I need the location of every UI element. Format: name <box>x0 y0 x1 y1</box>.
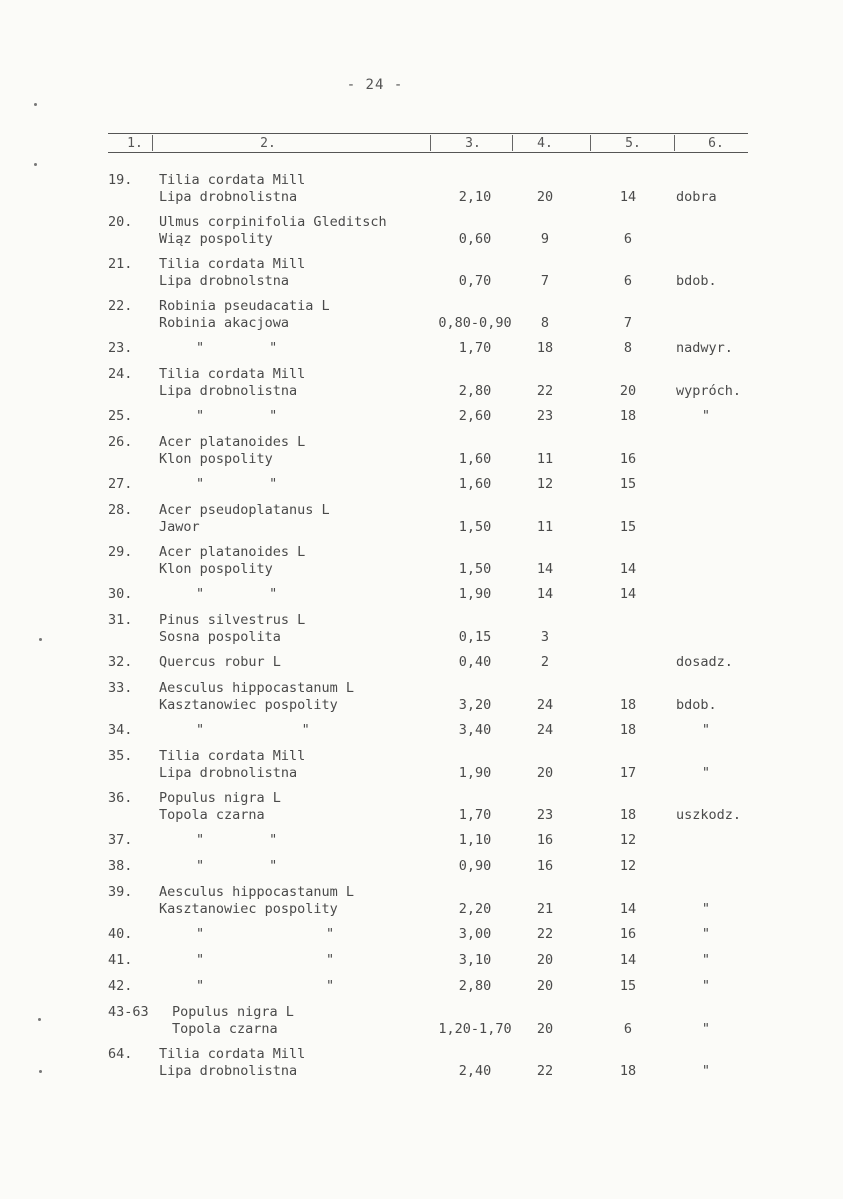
header-col-4: 4. <box>537 136 553 151</box>
row-number: 20. <box>108 214 133 230</box>
row-number: 33. <box>108 680 133 696</box>
condition-value: " <box>701 901 711 917</box>
crown-value: 12 <box>619 858 637 874</box>
header-divider <box>430 135 431 151</box>
margin-mark <box>34 163 37 166</box>
species-polish: Topola czarna <box>172 1021 278 1037</box>
species-polish: Kasztanowiec pospolity <box>159 697 338 713</box>
species-latin: Populus nigra L <box>159 790 281 806</box>
species-latin: " " <box>196 926 335 942</box>
diameter-value: 2,60 <box>458 408 492 424</box>
header-divider <box>674 135 675 151</box>
diameter-value: 0,60 <box>458 231 492 247</box>
height-value: 20 <box>536 952 554 968</box>
diameter-value: 2,20 <box>458 901 492 917</box>
condition-value: " <box>701 926 711 942</box>
diameter-value: 1,10 <box>458 832 492 848</box>
diameter-value: 2,80 <box>458 383 492 399</box>
species-latin: Acer platanoides L <box>159 544 306 560</box>
height-value: 12 <box>536 476 554 492</box>
row-number: 31. <box>108 612 133 628</box>
crown-value: 14 <box>619 901 637 917</box>
species-polish: Sosna pospolita <box>159 629 281 645</box>
condition-value: " <box>701 952 711 968</box>
diameter-value: 0,15 <box>458 629 492 645</box>
condition-value: " <box>701 1021 711 1037</box>
row-number: 21. <box>108 256 133 272</box>
diameter-value: 3,00 <box>458 926 492 942</box>
crown-value: 18 <box>619 807 637 823</box>
species-latin: Aesculus hippocastanum L <box>159 680 355 696</box>
height-value: 3 <box>540 629 550 645</box>
row-number: 23. <box>108 340 133 356</box>
species-polish: Lipa drobnolstna <box>159 273 290 289</box>
header-divider <box>152 135 153 151</box>
condition-value: dosadz. <box>676 654 733 670</box>
height-value: 11 <box>536 519 554 535</box>
crown-value: 8 <box>623 340 633 356</box>
height-value: 21 <box>536 901 554 917</box>
species-polish: Kasztanowiec pospolity <box>159 901 338 917</box>
row-number: 39. <box>108 884 133 900</box>
height-value: 11 <box>536 451 554 467</box>
row-number: 41. <box>108 952 133 968</box>
row-number: 32. <box>108 654 133 670</box>
height-value: 23 <box>536 408 554 424</box>
species-latin: " " <box>196 952 335 968</box>
crown-value: 14 <box>619 952 637 968</box>
condition-value: dobra <box>676 189 717 205</box>
crown-value: 17 <box>619 765 637 781</box>
row-number: 28. <box>108 502 133 518</box>
diameter-value: 1,60 <box>458 476 492 492</box>
condition-value: uszkodz. <box>676 807 742 823</box>
height-value: 23 <box>536 807 554 823</box>
species-latin: " " <box>196 722 310 738</box>
diameter-value: 3,20 <box>458 697 492 713</box>
species-polish: Lipa drobnolistna <box>159 189 298 205</box>
species-latin: " " <box>196 832 278 848</box>
condition-value: bdob. <box>676 697 717 713</box>
margin-mark <box>39 1070 42 1073</box>
crown-value: 16 <box>619 451 637 467</box>
header-col-1: 1. <box>127 136 143 151</box>
species-latin: " " <box>196 476 278 492</box>
crown-value: 15 <box>619 978 637 994</box>
header-col-6: 6. <box>708 136 724 151</box>
height-value: 22 <box>536 383 554 399</box>
table-header <box>108 133 748 153</box>
condition-value: " <box>701 722 711 738</box>
crown-value: 16 <box>619 926 637 942</box>
header-bottom-rule <box>108 152 748 153</box>
crown-value: 15 <box>619 519 637 535</box>
condition-value: bdob. <box>676 273 717 289</box>
species-latin: Pinus silvestrus L <box>159 612 306 628</box>
page-number: - 24 - <box>346 77 404 93</box>
row-number: 24. <box>108 366 133 382</box>
crown-value: 7 <box>623 315 633 331</box>
condition-value: " <box>701 408 711 424</box>
species-latin: Aesculus hippocastanum L <box>159 884 355 900</box>
crown-value: 15 <box>619 476 637 492</box>
species-latin: Tilia cordata Mill <box>159 172 306 188</box>
condition-value: " <box>701 978 711 994</box>
row-number: 40. <box>108 926 133 942</box>
row-number: 37. <box>108 832 133 848</box>
species-latin: " " <box>196 340 278 356</box>
diameter-value: 0,90 <box>458 858 492 874</box>
header-col-2: 2. <box>260 136 276 151</box>
row-number: 34. <box>108 722 133 738</box>
crown-value: 18 <box>619 722 637 738</box>
height-value: 16 <box>536 858 554 874</box>
height-value: 20 <box>536 189 554 205</box>
crown-value: 18 <box>619 1063 637 1079</box>
condition-value: " <box>701 1063 711 1079</box>
header-col-3: 3. <box>465 136 481 151</box>
header-divider <box>590 135 591 151</box>
species-polish: Lipa drobnolistna <box>159 383 298 399</box>
row-number: 29. <box>108 544 133 560</box>
margin-mark <box>39 638 42 641</box>
species-latin: " " <box>196 978 335 994</box>
species-latin: Quercus robur L <box>159 654 281 670</box>
species-latin: Acer pseudoplatanus L <box>159 502 330 518</box>
diameter-value: 0,40 <box>458 654 492 670</box>
species-latin: " " <box>196 408 278 424</box>
height-value: 20 <box>536 978 554 994</box>
crown-value: 14 <box>619 586 637 602</box>
row-number: 64. <box>108 1046 133 1062</box>
diameter-value: 3,10 <box>458 952 492 968</box>
species-latin: Acer platanoides L <box>159 434 306 450</box>
height-value: 22 <box>536 926 554 942</box>
height-value: 24 <box>536 697 554 713</box>
species-latin: Tilia cordata Mill <box>159 366 306 382</box>
species-latin: " " <box>196 858 278 874</box>
diameter-value: 1,60 <box>458 451 492 467</box>
row-number: 30. <box>108 586 133 602</box>
crown-value: 18 <box>619 408 637 424</box>
species-latin: Tilia cordata Mill <box>159 256 306 272</box>
diameter-value: 1,90 <box>458 765 492 781</box>
height-value: 18 <box>536 340 554 356</box>
crown-value: 6 <box>623 273 633 289</box>
species-latin: Robinia pseudacatia L <box>159 298 330 314</box>
crown-value: 14 <box>619 189 637 205</box>
crown-value: 12 <box>619 832 637 848</box>
height-value: 24 <box>536 722 554 738</box>
height-value: 2 <box>540 654 550 670</box>
species-latin: " " <box>196 586 278 602</box>
height-value: 14 <box>536 561 554 577</box>
height-value: 20 <box>536 765 554 781</box>
species-polish: Klon pospolity <box>159 451 273 467</box>
condition-value: nadwyr. <box>676 340 733 356</box>
row-number: 19. <box>108 172 133 188</box>
height-value: 7 <box>540 273 550 289</box>
height-value: 16 <box>536 832 554 848</box>
crown-value: 18 <box>619 697 637 713</box>
species-polish: Jawor <box>159 519 200 535</box>
species-latin: Tilia cordata Mill <box>159 1046 306 1062</box>
row-number: 35. <box>108 748 133 764</box>
diameter-value: 1,90 <box>458 586 492 602</box>
diameter-value: 0,70 <box>458 273 492 289</box>
height-value: 22 <box>536 1063 554 1079</box>
species-polish: Topola czarna <box>159 807 265 823</box>
margin-mark <box>34 103 37 106</box>
height-value: 9 <box>540 231 550 247</box>
row-number: 26. <box>108 434 133 450</box>
species-latin: Ulmus corpinifolia Gleditsch <box>159 214 387 230</box>
species-polish: Lipa drobnolistna <box>159 1063 298 1079</box>
height-value: 8 <box>540 315 550 331</box>
crown-value: 6 <box>623 1021 633 1037</box>
header-divider <box>512 135 513 151</box>
diameter-value: 1,50 <box>458 561 492 577</box>
diameter-value: 0,80-0,90 <box>438 315 512 331</box>
height-value: 14 <box>536 586 554 602</box>
species-polish: Robinia akacjowa <box>159 315 290 331</box>
diameter-value: 2,80 <box>458 978 492 994</box>
diameter-value: 1,50 <box>458 519 492 535</box>
species-latin: Populus nigra L <box>172 1004 294 1020</box>
row-number: 42. <box>108 978 133 994</box>
species-polish: Klon pospolity <box>159 561 273 577</box>
height-value: 20 <box>536 1021 554 1037</box>
diameter-value: 1,70 <box>458 340 492 356</box>
diameter-value: 3,40 <box>458 722 492 738</box>
row-number: 36. <box>108 790 133 806</box>
header-col-5: 5. <box>625 136 641 151</box>
diameter-value: 1,20-1,70 <box>438 1021 512 1037</box>
row-number: 25. <box>108 408 133 424</box>
diameter-value: 1,70 <box>458 807 492 823</box>
margin-mark <box>38 1018 41 1021</box>
row-number: 22. <box>108 298 133 314</box>
species-latin: Tilia cordata Mill <box>159 748 306 764</box>
row-number: 38. <box>108 858 133 874</box>
diameter-value: 2,40 <box>458 1063 492 1079</box>
diameter-value: 2,10 <box>458 189 492 205</box>
species-polish: Lipa drobnolistna <box>159 765 298 781</box>
crown-value: 20 <box>619 383 637 399</box>
condition-value: wypróch. <box>676 383 742 399</box>
species-polish: Wiąz pospolity <box>159 231 273 247</box>
condition-value: " <box>701 765 711 781</box>
crown-value: 14 <box>619 561 637 577</box>
row-number: 43-63 <box>108 1004 149 1020</box>
row-number: 27. <box>108 476 133 492</box>
crown-value: 6 <box>623 231 633 247</box>
